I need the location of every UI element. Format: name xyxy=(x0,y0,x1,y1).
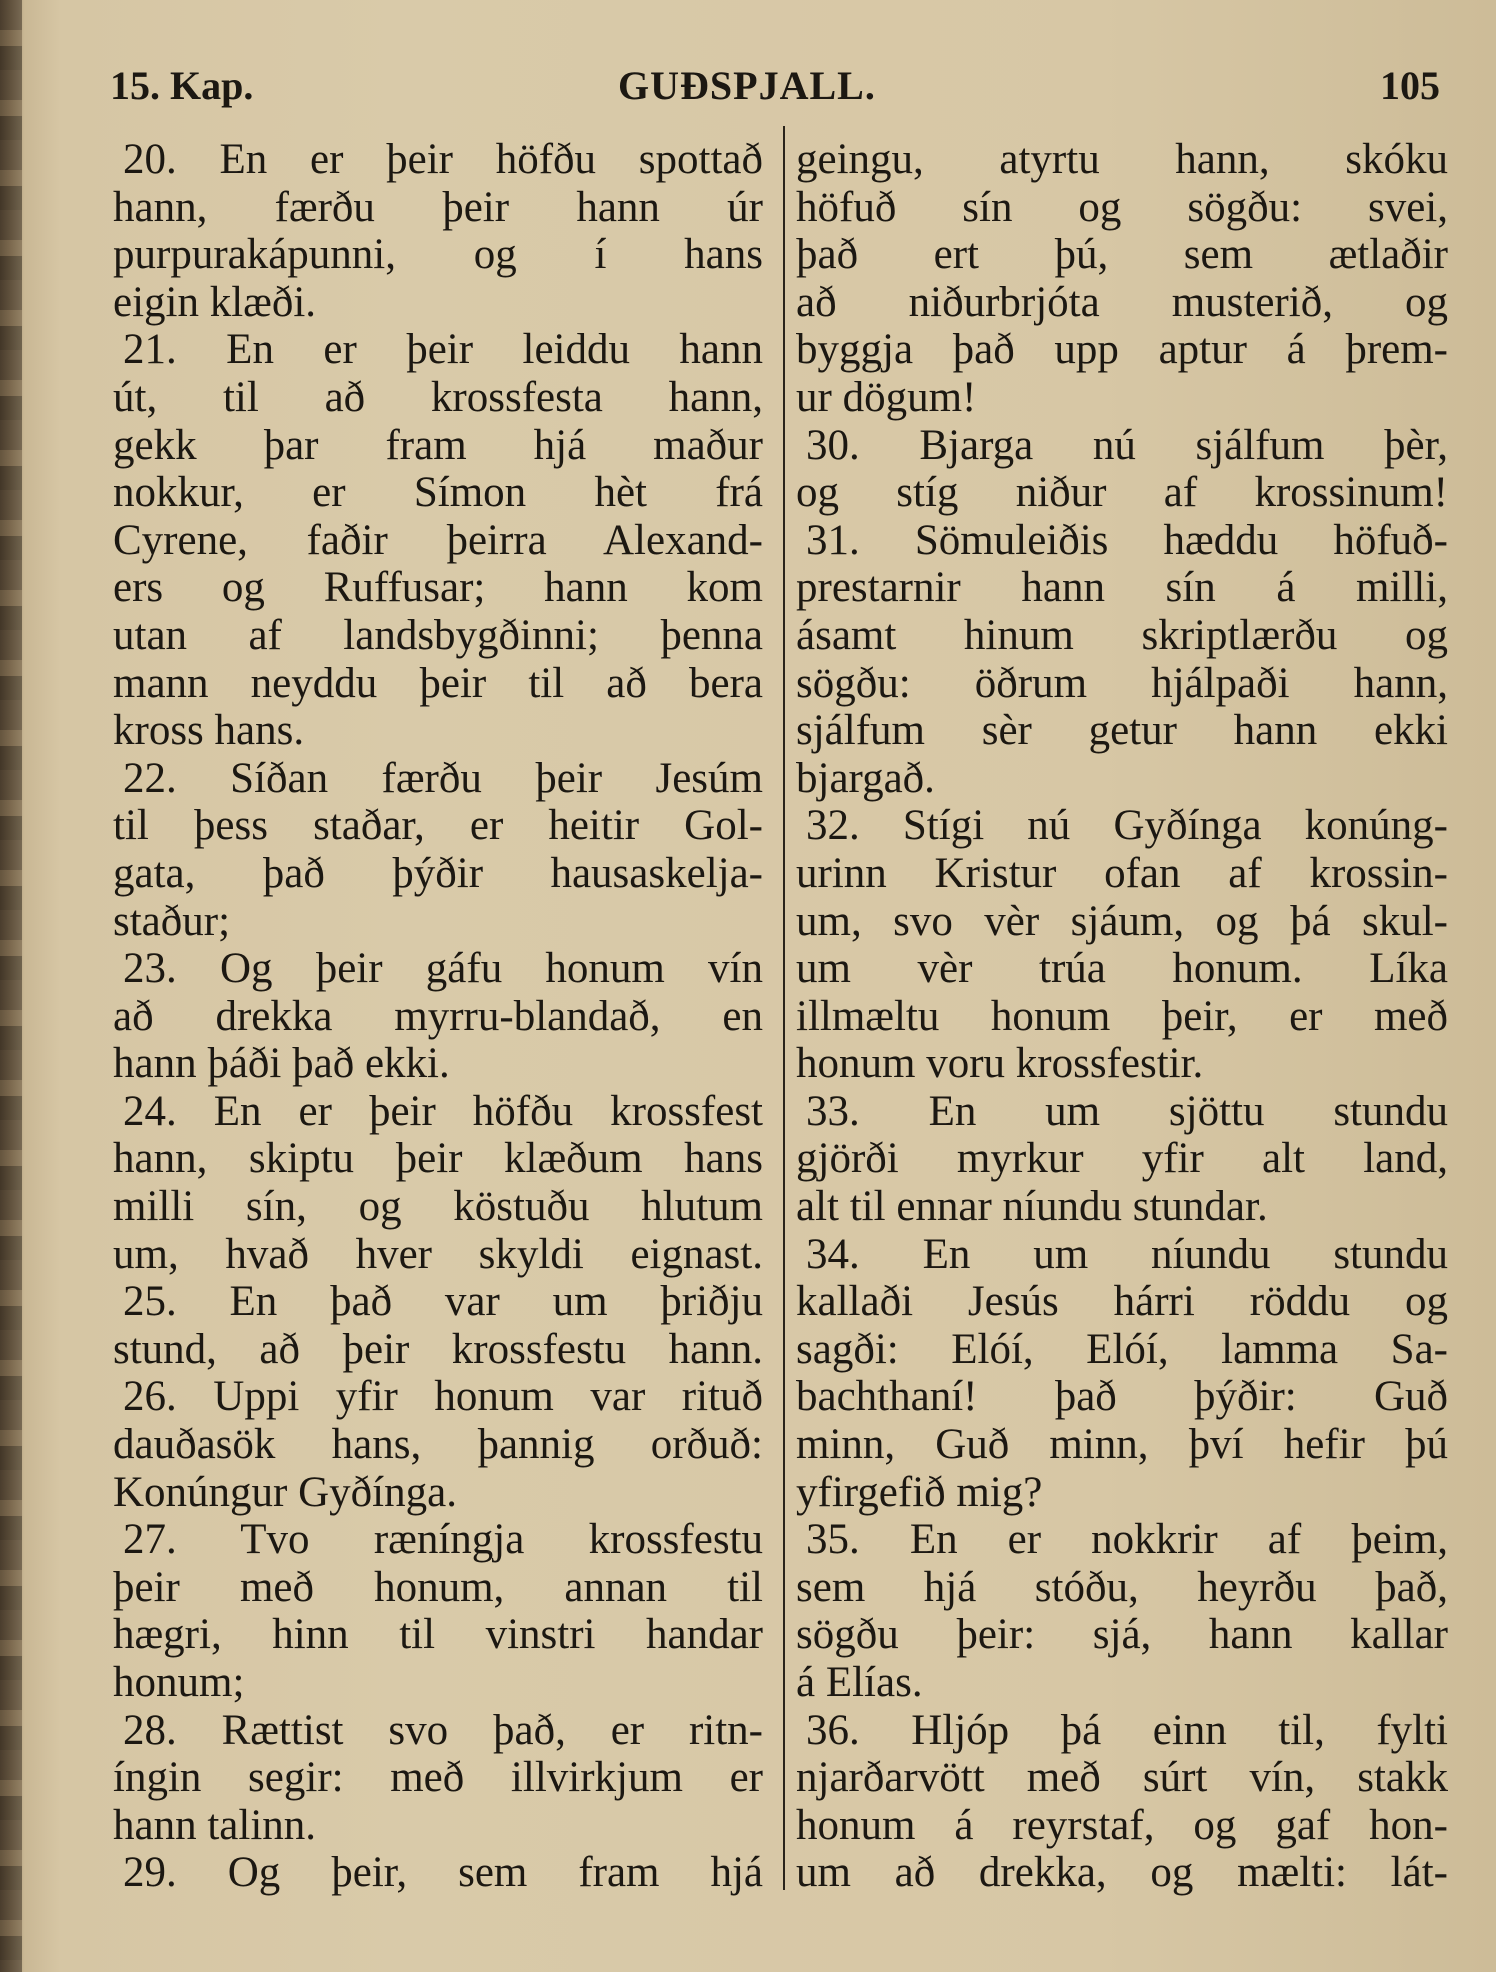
text-line: utan af landsbygðinni; þenna xyxy=(113,611,763,659)
text-line: minn, Guð minn, því hefir þú xyxy=(796,1421,1448,1469)
text-line: illmæltu honum þeir, er með xyxy=(796,992,1448,1040)
text-line: höfuð sín og sögðu: svei, xyxy=(796,183,1448,231)
text-line: um, svo vèr sjáum, og þá skul- xyxy=(796,897,1448,945)
text-line: kross hans. xyxy=(113,707,305,755)
verse-start-line: 34. En um níundu stundu xyxy=(806,1230,1448,1278)
verse-start-line: 20. En er þeir höfðu spottað xyxy=(123,136,763,183)
text-line: purpurakápunni, og í hans xyxy=(113,231,763,279)
text-line: um, hvað hver skyldi eignast. xyxy=(113,1230,763,1278)
text-line: sagði: Elóí, Elóí, lamma Sa- xyxy=(796,1325,1448,1373)
text-line: kallaði Jesús hárri röddu og xyxy=(796,1278,1448,1326)
book-spine-edge xyxy=(0,0,22,1972)
text-line: yfirgefið mig? xyxy=(796,1468,1043,1516)
text-line: gjörði myrkur yfir alt land, xyxy=(796,1135,1448,1183)
verse-start-line: 21. En er þeir leiddu hann xyxy=(123,326,763,374)
text-line: bjargað. xyxy=(796,754,935,802)
text-line: stund, að þeir krossfestu hann. xyxy=(113,1325,763,1373)
verse-start-line: 29. Og þeir, sem fram hjá xyxy=(123,1849,763,1897)
text-line: honum á reyrstaf, og gaf hon- xyxy=(796,1801,1448,1849)
text-line: dauðasök hans, þannig orðuð: xyxy=(113,1421,763,1469)
text-line: á Elías. xyxy=(796,1659,923,1706)
text-line: til þess staðar, er heitir Gol- xyxy=(113,802,763,850)
text-line: sögðu: öðrum hjálpaði hann, xyxy=(796,659,1448,707)
verse-start-line: 36. Hljóp þá einn til, fylti xyxy=(806,1706,1448,1754)
text-line: hann þáði það ekki. xyxy=(113,1040,450,1088)
text-line: um að drekka, og mælti: lát- xyxy=(796,1849,1448,1897)
verse-start-line: 32. Stígi nú Gyðínga konúng- xyxy=(806,802,1448,850)
text-line: bachthaní! það þýðir: Guð xyxy=(796,1373,1448,1421)
text-line: gata, það þýðir hausaskelja- xyxy=(113,849,763,897)
text-line: hann, færðu þeir hann úr xyxy=(113,183,763,231)
book-title: GUÐSPJALL. xyxy=(618,63,876,108)
text-line: ers og Ruffusar; hann kom xyxy=(113,564,763,612)
text-line: nokkur, er Símon hèt frá xyxy=(113,469,763,517)
text-line: þeir með honum, annan til xyxy=(113,1563,763,1611)
verse-start-line: 33. En um sjöttu stundu xyxy=(806,1087,1448,1135)
page-number: 105 xyxy=(1380,63,1440,108)
text-line: að drekka myrru-blandað, en xyxy=(113,992,763,1040)
running-header xyxy=(110,62,1440,112)
text-line: hann, skiptu þeir klæðum hans xyxy=(113,1135,763,1183)
verse-start-line: 30. Bjarga nú sjálfum þèr, xyxy=(806,421,1448,469)
text-line: byggja það upp aptur á þrem- xyxy=(796,326,1448,374)
verse-start-line: 26. Uppi yfir honum var rituð xyxy=(123,1373,763,1421)
verse-start-line: 25. En það var um þriðju xyxy=(123,1278,763,1326)
text-line: mann neyddu þeir til að bera xyxy=(113,659,763,707)
text-line: eigin klæði. xyxy=(113,278,317,326)
right-text-column xyxy=(796,136,1448,1897)
text-line: prestarnir hann sín á milli, xyxy=(796,564,1448,612)
text-line: um vèr trúa honum. Líka xyxy=(796,945,1448,993)
verse-start-line: 24. En er þeir höfðu krossfest xyxy=(123,1087,763,1135)
text-line: ur dögum! xyxy=(796,373,977,421)
verse-start-line: 23. Og þeir gáfu honum vín xyxy=(123,945,763,993)
text-line: sjálfum sèr getur hann ekki xyxy=(796,707,1448,755)
text-line: hægri, hinn til vinstri handar xyxy=(113,1611,763,1659)
column-divider xyxy=(783,126,785,1890)
verse-start-line: 27. Tvo ræníngja krossfestu xyxy=(123,1516,763,1564)
text-line: íngin segir: með illvirkjum er xyxy=(113,1754,763,1802)
text-line: hann talinn. xyxy=(113,1801,317,1849)
text-line: sögðu þeir: sjá, hann kallar xyxy=(796,1611,1448,1659)
text-line: alt til ennar níundu stundar. xyxy=(796,1183,1268,1231)
verse-start-line: 22. Síðan færðu þeir Jesúm xyxy=(123,754,763,802)
text-line: sem hjá stóðu, heyrðu það, xyxy=(796,1563,1448,1611)
text-line: að niðurbrjóta musterið, og xyxy=(796,278,1448,326)
text-line: njarðarvött með súrt vín, stakk xyxy=(796,1754,1448,1802)
text-line: staður; xyxy=(113,897,231,945)
text-line: urinn Kristur ofan af krossin- xyxy=(796,849,1448,897)
text-line: gekk þar fram hjá maður xyxy=(113,421,763,469)
verse-start-line: 28. Rættist svo það, er ritn- xyxy=(123,1706,763,1754)
verse-start-line: 31. Sömuleiðis hæddu höfuð- xyxy=(806,516,1448,564)
text-line: ásamt hinum skriptlærðu og xyxy=(796,611,1448,659)
text-line: út, til að krossfesta hann, xyxy=(113,373,763,421)
text-line: Konúngur Gyðínga. xyxy=(113,1468,457,1516)
chapter-label: 15. Kap. xyxy=(110,63,254,108)
text-line: honum voru krossfestir. xyxy=(796,1040,1204,1088)
verse-start-line: 35. En er nokkrir af þeim, xyxy=(806,1516,1448,1564)
text-line: honum; xyxy=(113,1659,245,1706)
text-line: og stíg niður af krossinum! xyxy=(796,469,1448,517)
text-line: geingu, atyrtu hann, skóku xyxy=(796,136,1448,183)
text-line: Cyrene, faðir þeirra Alexand- xyxy=(113,516,763,564)
text-line: það ert þú, sem ætlaðir xyxy=(796,231,1448,279)
text-line: milli sín, og köstuðu hlutum xyxy=(113,1183,763,1231)
left-text-column xyxy=(113,136,763,1897)
